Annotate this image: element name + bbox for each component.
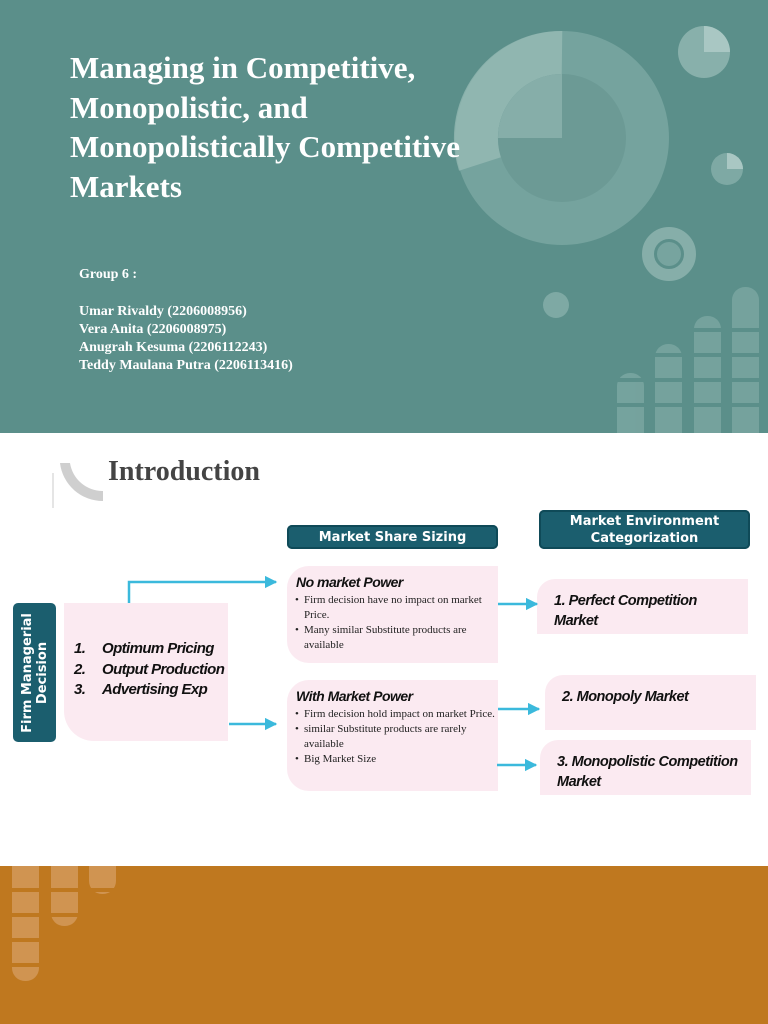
market-share-sizing-header: Market Share Sizing <box>287 525 498 549</box>
perfect-competition-label: 1. Perfect Competition Market <box>554 593 697 629</box>
no-market-power-title: No market Power <box>296 574 403 590</box>
member-name: Anugrah Kesuma (2206112243) <box>79 340 268 355</box>
bullet-item: • Firm decision have no impact on market Price. <box>295 593 495 623</box>
member-list <box>79 303 293 375</box>
list-number: 1. <box>74 640 86 657</box>
title-slide <box>0 0 768 433</box>
introduction-slide <box>0 433 768 866</box>
arrow-to-no-power <box>129 582 276 603</box>
group-label: Group 6 : <box>79 267 138 282</box>
with-market-power-title: With Market Power <box>296 688 413 704</box>
list-text: Advertising Exp <box>102 681 208 698</box>
monopolistic-competition-label: 3. Monopolistic Competition Market <box>557 754 738 790</box>
bullet-item: • similar Substitute products are rarely available <box>295 722 495 752</box>
monopoly-label: 2. Monopoly Market <box>562 689 689 705</box>
title-line: Monopolistically Competitive <box>70 129 461 164</box>
title-line: Managing in Competitive, <box>70 50 416 85</box>
list-number: 3. <box>74 681 86 698</box>
title-line: Markets <box>70 168 182 204</box>
flow-arrows <box>0 433 768 866</box>
list-text: Optimum Pricing <box>102 640 214 657</box>
bullet-item: • Big Market Size <box>295 752 495 767</box>
member-name: Teddy Maulana Putra (2206113416) <box>79 358 293 373</box>
member-name: Umar Rivaldy (2206008956) <box>79 304 247 319</box>
side-label-text: Firm Managerial Decision <box>19 612 50 733</box>
bullet-item: • Firm decision hold impact on market Price. <box>295 707 495 722</box>
bullet-item: • Many similar Substitute products are available <box>295 623 495 653</box>
list-text: Output Production <box>102 660 225 678</box>
slide-title: Introduction <box>108 456 260 487</box>
market-environment-header: Market Environment Categorization <box>539 510 750 549</box>
next-slide-preview <box>0 866 768 1024</box>
member-name: Vera Anita (2206008975) <box>79 322 227 337</box>
presentation-title <box>70 48 510 206</box>
decorative-bars <box>0 866 768 1024</box>
title-line: Monopolistic, and <box>70 89 308 125</box>
list-number: 2. <box>74 660 86 678</box>
